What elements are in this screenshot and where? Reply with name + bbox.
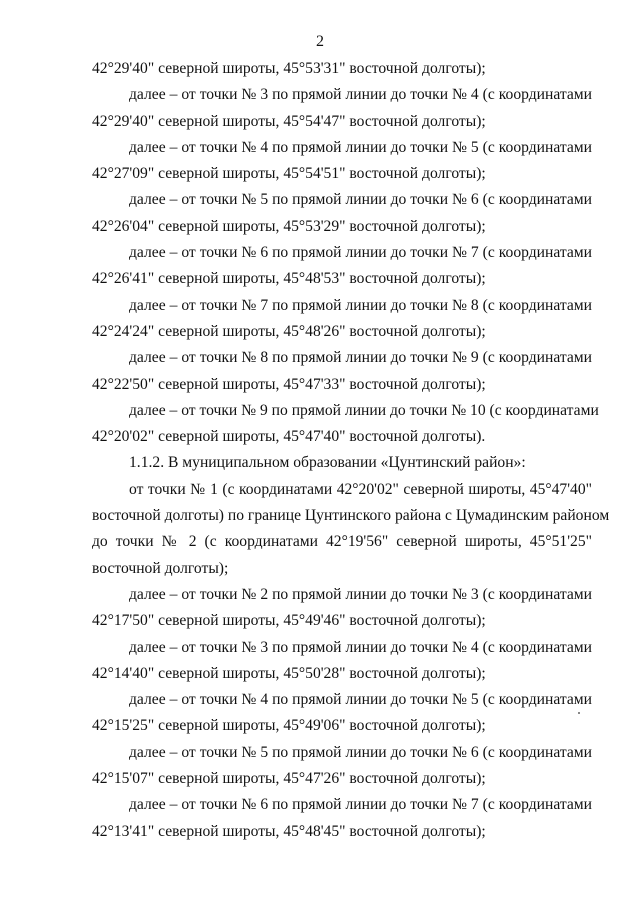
text-line: далее – от точки № 7 по прямой линии до точки № 8 (с координатами [129, 296, 592, 314]
text-line: далее – от точки № 5 по прямой линии до точки № 6 (с координатами [129, 743, 592, 761]
text-line: 42°29'40" северной широты, 45°54'47" восточной долготы); [92, 112, 486, 130]
text-line: далее – от точки № 2 по прямой линии до точки № 3 (с координатами [129, 585, 592, 603]
text-line: 42°20'02" северной широты, 45°47'40" восточной долготы). [92, 428, 486, 446]
text-line: 42°29'40" северной широты, 45°53'31" восточной долготы); [92, 60, 486, 77]
text-line: далее – от точки № 5 по прямой линии до точки № 6 (с координатами [129, 191, 592, 209]
text-line: 42°22'50" северной широты, 45°47'33" восточной долготы); [92, 375, 486, 393]
text-line: восточной долготы); [92, 559, 229, 577]
text-line: далее – от точки № 4 по прямой линии до точки № 5 (с координатами [129, 691, 592, 709]
document-body [92, 56, 610, 845]
text-line: 42°13'41" северной широты, 45°48'45" восточной долготы); [92, 822, 486, 840]
text-line: 42°17'50" северной широты, 45°49'46" восточной долготы); [92, 612, 486, 630]
text-line: до точки № 2 (с координатами 42°19'56" северной широты, 45°51'25" [92, 533, 592, 551]
scan-speck [578, 712, 580, 714]
text-line: далее – от точки № 6 по прямой линии до точки № 7 (с координатами [129, 244, 592, 262]
text-line: от точки № 1 (с координатами 42°20'02" северной широты, 45°47'40" [129, 480, 592, 498]
text-line: далее – от точки № 8 по прямой линии до точки № 9 (с координатами [129, 349, 592, 367]
text-line: 42°26'41" северной широты, 45°48'53" восточной долготы); [92, 270, 486, 288]
text-line: далее – от точки № 3 по прямой линии до точки № 4 (с координатами [129, 86, 592, 104]
text-line: 42°26'04" северной широты, 45°53'29" восточной долготы); [92, 217, 486, 235]
text-line: 42°15'07" северной широты, 45°47'26" восточной долготы); [92, 770, 486, 788]
text-line: 42°14'40" северной широты, 45°50'28" восточной долготы); [92, 664, 486, 682]
page-number: 2 [316, 33, 324, 50]
text-line: далее – от точки № 9 по прямой линии до точки № 10 (с координатами [129, 401, 599, 419]
text-line: восточной долготы) по границе Цунтинского района с Цумадинским районом [92, 507, 610, 525]
text-line: далее – от точки № 3 по прямой линии до точки № 4 (с координатами [129, 638, 592, 656]
text-line: далее – от точки № 6 по прямой линии до точки № 7 (с координатами [129, 796, 592, 814]
text-line: далее – от точки № 4 по прямой линии до точки № 5 (с координатами [129, 138, 592, 156]
text-line: 42°24'24" северной широты, 45°48'26" восточной долготы); [92, 322, 486, 340]
text-line: 42°15'25" северной широты, 45°49'06" восточной долготы); [92, 717, 486, 735]
text-line: 42°27'09" северной широты, 45°54'51" восточной долготы); [92, 165, 486, 183]
text-line: 1.1.2. В муниципальном образовании «Цунтинский район»: [129, 454, 526, 472]
